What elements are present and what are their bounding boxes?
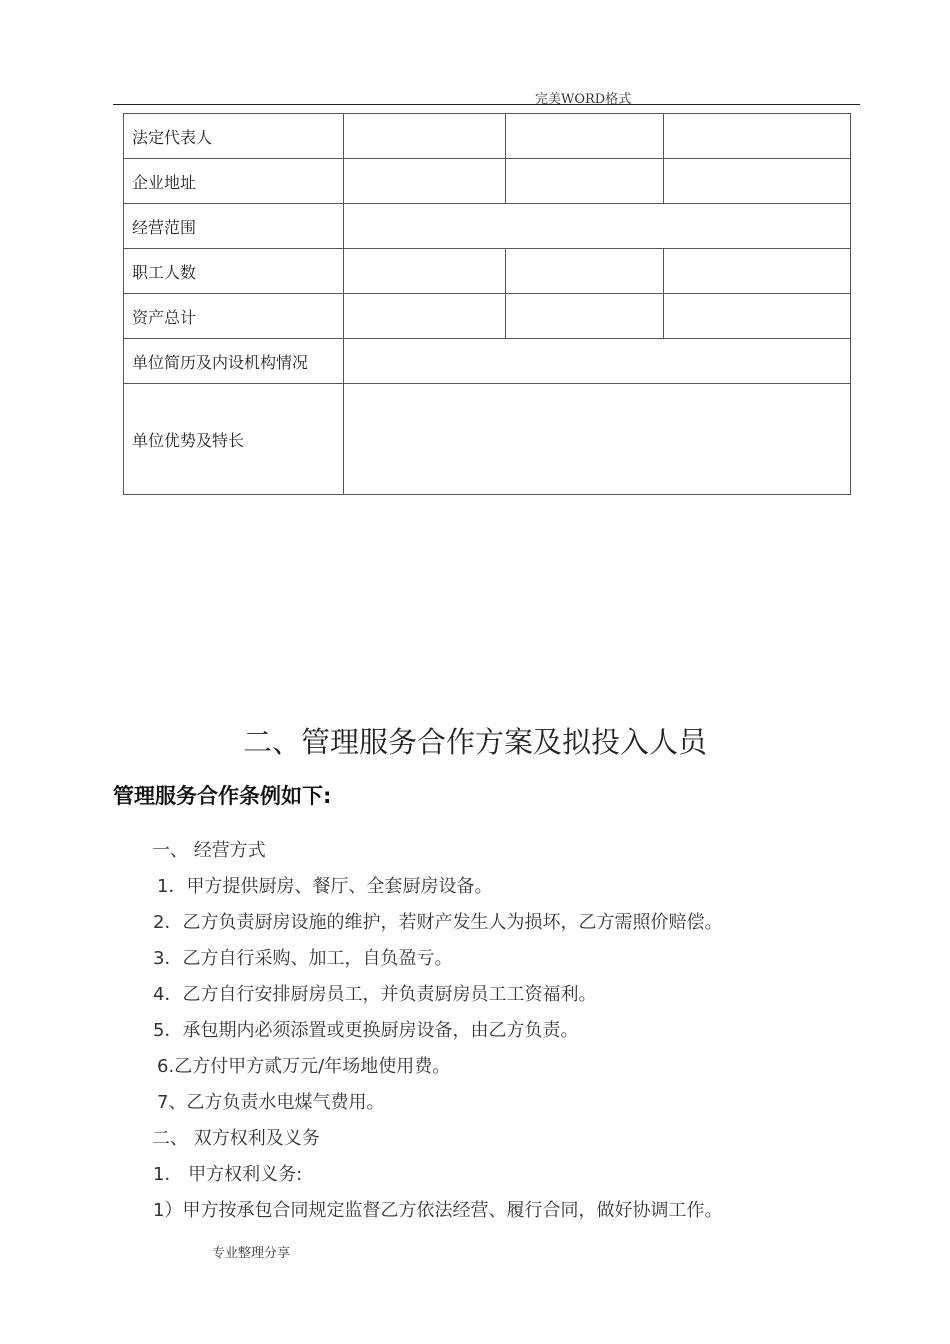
table-cell[interactable] (506, 114, 664, 159)
table-cell[interactable] (506, 159, 664, 204)
list-item: 7、乙方负责水电煤气费用。 (157, 1092, 385, 1113)
header-divider (113, 104, 860, 105)
list-item: 1．甲方提供厨房、餐厅、全套厨房设备。 (157, 876, 493, 897)
row-label: 企业地址 (124, 159, 344, 204)
table-cell[interactable] (344, 204, 851, 249)
table-cell[interactable] (344, 384, 851, 495)
table-row (124, 249, 851, 294)
table-cell[interactable] (344, 249, 506, 294)
list-item: 一、 经营方式 (152, 840, 266, 861)
row-label: 单位简历及内设机构情况 (124, 339, 344, 384)
table-cell[interactable] (506, 294, 664, 339)
table-cell[interactable] (664, 294, 851, 339)
list-item: 6.乙方付甲方贰万元/年场地使用费。 (157, 1056, 451, 1077)
table-row (124, 114, 851, 159)
list-item: 1）甲方按承包合同规定监督乙方依法经营、履行合同，做好协调工作。 (153, 1200, 723, 1221)
table-cell[interactable] (344, 159, 506, 204)
table-cell[interactable] (344, 339, 851, 384)
section-title: 二、管理服务合作方案及拟投入人员 (242, 725, 707, 759)
table-cell[interactable] (664, 114, 851, 159)
list-item: 5．承包期内必须添置或更换厨房设备，由乙方负责。 (153, 1020, 579, 1041)
table-row (124, 339, 851, 384)
list-item: 4．乙方自行安排厨房员工，并负责厨房员工工资福利。 (153, 984, 597, 1005)
table-cell[interactable] (344, 114, 506, 159)
list-item: 3．乙方自行采购、加工，自负盈亏。 (153, 948, 453, 969)
table-row (124, 384, 851, 495)
table-cell[interactable] (664, 159, 851, 204)
table-cell[interactable] (506, 249, 664, 294)
page-header: 完美WORD格式 (535, 92, 632, 107)
company-info-table (123, 113, 851, 495)
row-label: 资产总计 (124, 294, 344, 339)
table-cell[interactable] (344, 294, 506, 339)
table-row (124, 294, 851, 339)
row-label: 职工人数 (124, 249, 344, 294)
list-item: 1． 甲方权利义务: (153, 1164, 303, 1185)
page-footer: 专业整理分享 (212, 1246, 291, 1261)
table-row (124, 204, 851, 249)
row-label: 单位优势及特长 (124, 384, 344, 495)
row-label: 法定代表人 (124, 114, 344, 159)
table-row (124, 159, 851, 204)
sub-heading: 管理服务合作条例如下: (113, 784, 332, 808)
row-label: 经营范围 (124, 204, 344, 249)
list-item: 2．乙方负责厨房设施的维护，若财产发生人为损坏，乙方需照价赔偿。 (153, 912, 723, 933)
table-cell[interactable] (664, 249, 851, 294)
list-item: 二、 双方权利及义务 (152, 1128, 320, 1149)
